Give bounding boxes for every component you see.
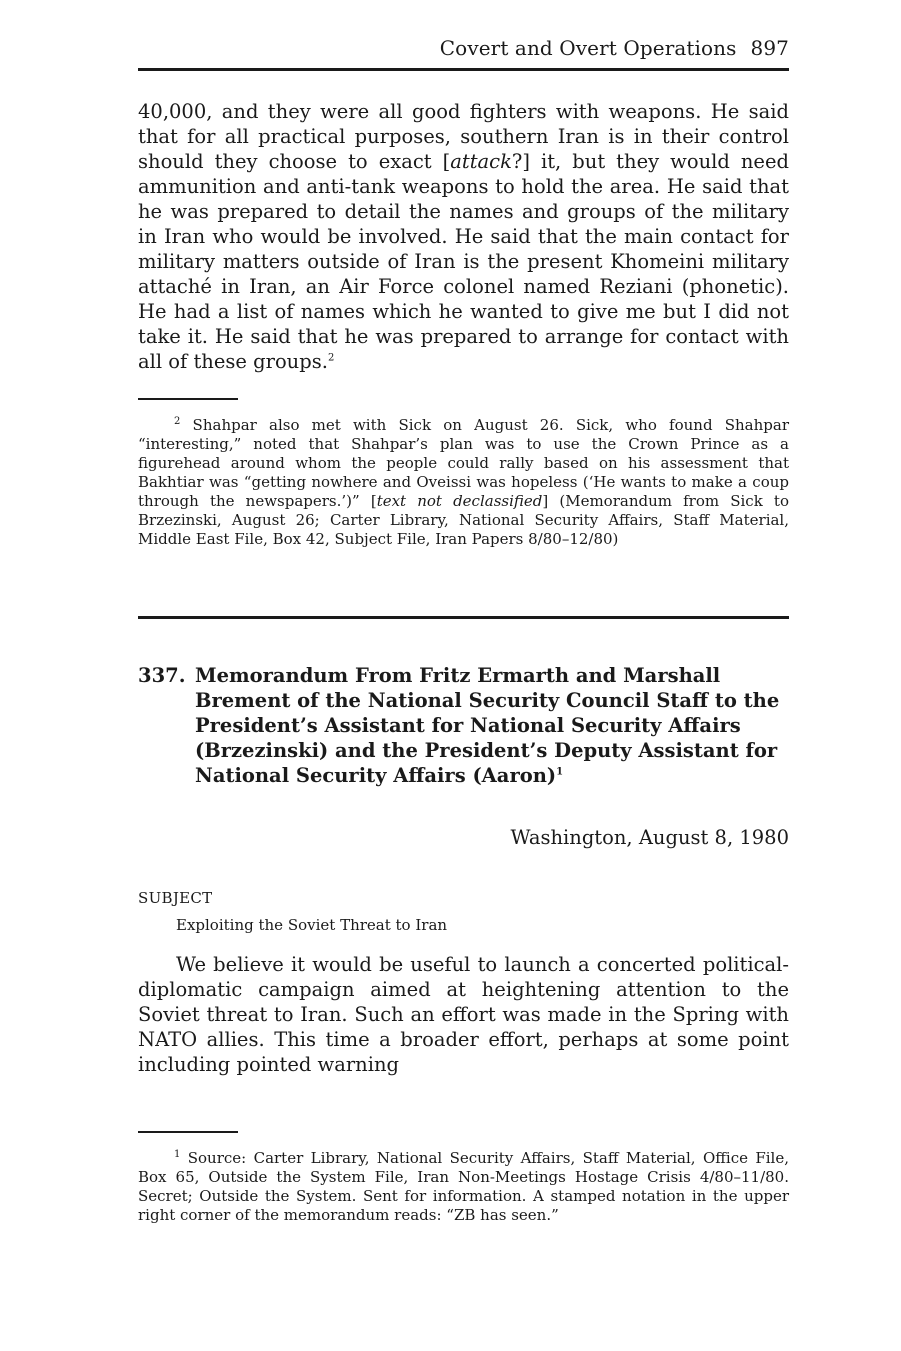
footnote-marker: 2	[174, 416, 181, 427]
editorial-note: text not declassified	[376, 492, 543, 510]
footnote-rule	[138, 1131, 238, 1133]
footnote-marker: 1	[174, 1149, 181, 1160]
document-title: Memorandum From Fritz Ermarth and Marshall Brement of the National Security Council Staff to the President’s Assistant for National Security Affairs (Brzezinski) and the President’s Deputy Assistant for National Security Affairs (Aaron)$^1$	[195, 664, 780, 787]
section-rule	[138, 616, 789, 619]
subject-label: SUBJECT	[138, 889, 213, 907]
dateline: Washington, August 8, 1980	[510, 826, 789, 849]
footnote-ref-1: 1	[556, 766, 564, 778]
footnote-ref-2: 2	[327, 352, 335, 364]
document-number: 337.	[138, 664, 186, 687]
continued-paragraph: 40,000, and they were all good fighters with weapons. He said that for all practical purposes, southern Iran is in their control should they choose to exact [attack?] it, but they would need ammunition and anti-tank weapons to hold the area. He said that he was prepared to detail the names and groups of the military in Iran who would be involved. He said that the main contact for military matters outside of Iran is the present Khomeini military attaché in Iran, an Air Force colonel named Reziani (phonetic). He had a list of names which he wanted to give me but I did not take it. He said that he was prepared to arrange for contact with all of these groups.$^2$	[138, 100, 789, 373]
subject-text: Exploiting the Soviet Threat to Iran	[176, 916, 448, 934]
editorial-insertion: attack	[450, 150, 512, 173]
header-rule	[138, 68, 789, 71]
page-number: 897	[750, 36, 789, 60]
document-heading	[138, 663, 789, 788]
footnote-2: $^2$ Shahpar also met with Sick on August 26. Sick, who found Shahpar “interesting,” noted that Shahpar’s plan was to use the Crown Prince as a figurehead around whom the people could rally based on his assessment that Bakhtiar was “getting nowhere and Oveissi was hopeless (‘He wants to make a coup through the newspapers.’)” [text not declassified] (Memorandum from Sick to Brzezinski, August 26; Carter Library, National Security Affairs, Staff Material, Middle East File, Box 42, Subject File, Iran Papers 8/80–12/80)	[138, 416, 789, 548]
footnote-rule	[138, 398, 238, 400]
running-head	[440, 36, 789, 60]
running-head-title: Covert and Overt Operations	[439, 36, 737, 60]
memo-paragraph: We believe it would be useful to launch a concerted political-diplomatic campaign aimed at heightening attention to the Soviet threat to Iran. Such an effort was made in the Spring with NATO allies. This time a broader effort, perhaps at some point including pointed warning	[138, 953, 789, 1076]
footnote-1: $^1$ Source: Carter Library, National Security Affairs, Staff Material, Office File, Box 65, Outside the System File, Iran Non-Meetings Hostage Crisis 4/80–11/80. Secret; Outside the System. Sent for information. A stamped notation in the upper right corner of the memorandum reads: “ZB has seen.”	[138, 1149, 789, 1224]
